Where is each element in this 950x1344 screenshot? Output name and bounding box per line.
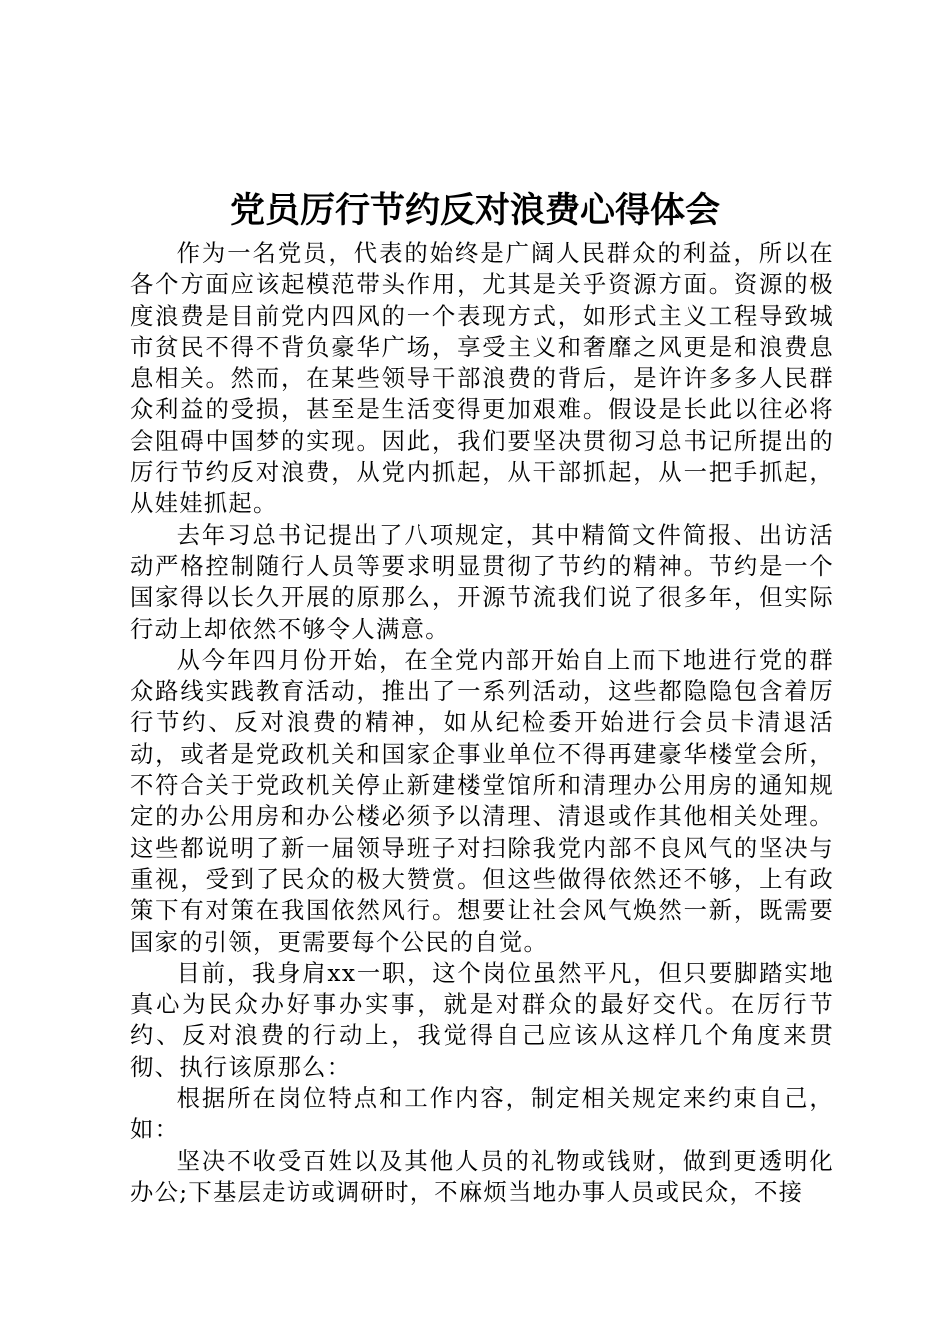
paragraph: 作为一名党员，代表的始终是广阔人民群众的利益，所以在各个方面应该起模范带头作用，尤其是关乎资源方面。资源的极度浪费是目前党内四风的一个表现方式，如形式主义工程导致城市贫民不得不背负豪华广场，享受主义和奢靡之风更是和浪费息息相关。然而，在某些领导干部浪费的背后，是许许多多人民群众利益的受损，甚至是生活变得更加艰难。假设是长此以往必将会阻碍中国梦的实现。因此，我们要坚决贯彻习总书记所提出的厉行节约反对浪费，从党内抓起，从干部抓起，从一把手抓起，从娃娃抓起。 (130, 240, 834, 518)
paragraph: 从今年四月份开始，在全党内部开始自上而下地进行党的群众路线实践教育活动，推出了一系列活动，这些都隐隐包含着厉行节约、反对浪费的精神，如从纪检委开始进行会员卡清退活动，或者是党政机关和国家企事业单位不得再建豪华楼堂会所，不符合关于党政机关停止新建楼堂馆所和清理办公用房的通知规定的办公用房和办公楼必须予以清理、清退或作其他相关处理。这些都说明了新一届领导班子对扫除我党内部不良风气的坚决与重视，受到了民众的极大赞赏。但这些做得依然还不够，上有政策下有对策在我国依然风行。想要让社会风气焕然一新，既需要国家的引领，更需要每个公民的自觉。 (130, 646, 834, 956)
paragraph: 去年习总书记提出了八项规定，其中精简文件简报、出访活动严格控制随行人员等要求明显贯彻了节约的精神。节约是一个国家得以长久开展的原那么，开源节流我们说了很多年，但实际行动上却依然不够令人满意。 (130, 521, 834, 643)
document-title: 党员厉行节约反对浪费心得体会 (229, 190, 720, 231)
paragraph: 坚决不收受百姓以及其他人员的礼物或钱财，做到更透明化办公;下基层走访或调研时，不麻烦当地办事人员或民众，不接 (130, 1147, 834, 1206)
paragraph: 根据所在岗位特点和工作内容，制定相关规定来约束自己，如： (130, 1085, 834, 1144)
paragraph: 目前，我身肩xx一职，这个岗位虽然平凡，但只要脚踏实地真心为民众办好事办实事，就是对群众的最好交代。在厉行节约、反对浪费的行动上，我觉得自己应该从这样几个角度来贯彻、执行该原那么： (130, 959, 834, 1081)
document-body (130, 238, 834, 1208)
